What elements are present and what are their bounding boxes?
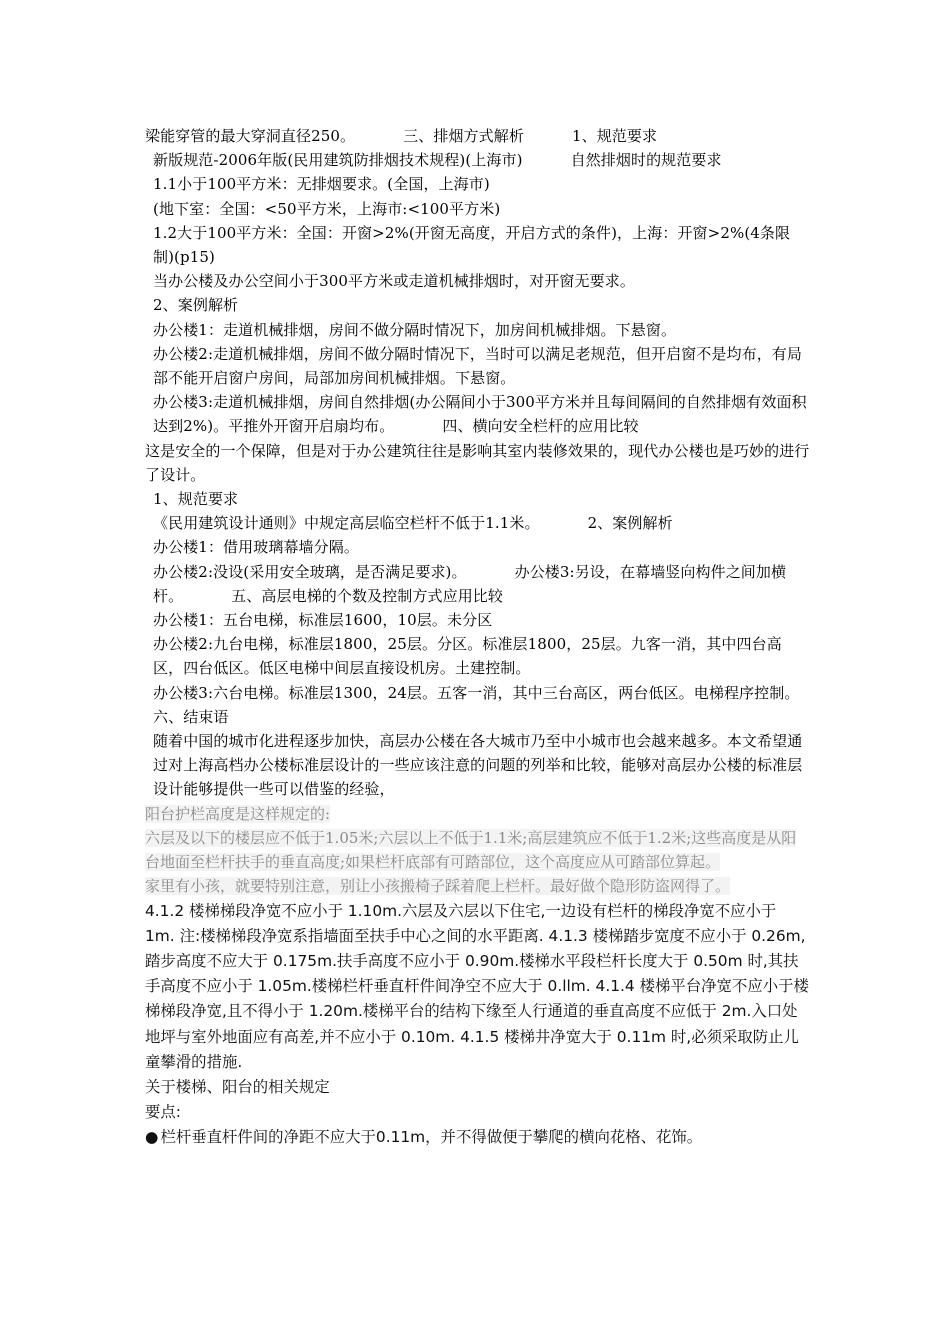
bullet-item (145, 1125, 810, 1150)
paragraph: 办公楼1：走道机械排烟，房间不做分隔时情况下，加房间机械排烟。下悬窗。 (153, 320, 677, 339)
subheading: 要点: (145, 1103, 181, 1122)
paragraph: 办公楼2:走道机械排烟，房间不做分隔时情况下，当时可以满足老规范，但开启窗不是均布，有局部不能开启窗户房间，局部加房间机械排烟。下悬窗。 (153, 344, 803, 388)
paragraph: 随着中国的城市化进程逐步加快，高层办公楼在各大城市乃至中小城市也会越来越多。本文希望通过对上海高档办公楼标准层设计的一些应该注意的问题的列举和比较，能够对高层办公楼的标准层设计能够提供一些可以借鉴的经验， (153, 732, 803, 799)
paragraph: 4.1.2 楼梯梯段净宽不应小于 1.10m.六层及六层以下住宅,一边设有栏杆的梯段净宽不应小于 1m. 注:楼梯梯段净宽系指墙面至扶手中心之间的水平距离. 4.1.3 楼梯踏步宽度不应小于 0.26m,踏步高度不应大于 0.175m.扶手高度不应小于 0.90m.楼梯水平段栏杆长度大于 0.50m 时,其扶手高度不应小于 1.05m.楼梯栏杆垂直杆件间净空不应大于 0.llm. 4.1.4 楼梯平台净宽不应小于楼梯梯段净宽,且不得小于 1.20m.楼梯平台的结构下缘至人行通道的垂直高度不应低于 2m.入口处地坪与室外地面应有高差,并不应小于 0.10m. 4.1.5 楼梯井净宽大于 0.11m 时,必须采取防止儿童攀滑的措施. (145, 901, 809, 1071)
paragraph (145, 124, 810, 148)
bullet-text: 栏杆垂直杆件间的净距不应大于0.11m，并不得做便于攀爬的横向花格、花饰。 (160, 1128, 703, 1147)
highlighted-text: 阳台护栏高度是这样规定的: (145, 804, 331, 823)
text-line: 新版规范-2006年版(民用建筑防排烟技术规程)(上海市) (153, 151, 523, 170)
section-heading: 五、高层电梯的个数及控制方式应用比较 (231, 586, 504, 605)
paragraph: 当办公楼及办公空间小于300平方米或走道机械排烟时，对开窗无要求。 (153, 272, 635, 291)
section-heading: 三、排烟方式解析 (403, 127, 524, 145)
section-heading: 关于楼梯、阳台的相关规定 (145, 1077, 330, 1096)
bullet-icon: ● (145, 1128, 159, 1147)
text-line: 自然排烟时的规范要求 (570, 151, 722, 170)
subheading: 2、案例解析 (153, 296, 239, 315)
paragraph (145, 390, 810, 438)
paragraph: 这是安全的一个保障，但是对于办公建筑往往是影响其室内装修效果的，现代办公楼也是巧妙的进行了设计。 (145, 441, 810, 484)
text-line: 办公楼3:另设，在幕墙竖向构件之间加横杆。 (153, 562, 787, 605)
quoted-paragraph (145, 826, 810, 874)
paragraph: 办公楼1：五台电梯，标准层1600，10层。未分区 (153, 611, 493, 630)
paragraph: 办公楼1：借用玻璃幕墙分隔。 (153, 538, 359, 557)
paragraph (145, 560, 810, 608)
text-line: 《民用建筑设计通则》中规定高层临空栏杆不低于1.1米。 (153, 514, 540, 533)
paragraph (145, 511, 810, 535)
paragraph: 办公楼3:六台电梯。标准层1300，24层。五客一消，其中三台高区，两台低区。电梯程序控制。 (153, 683, 800, 702)
quoted-paragraph (145, 802, 810, 826)
subheading: 1、规范要求 (153, 490, 239, 509)
paragraph: (地下室：全国：<50平方米，上海市:<100平方米) (153, 199, 501, 218)
highlighted-text: 六层及以下的楼层应不低于1.05米;六层以上不低于1.1米;高层建筑应不低于1.2米;这些高度是从阳台地面至栏杆扶手的垂直高度;如果栏杆底部有可踏部位，这个高度应从可踏部位算起。 (145, 828, 797, 872)
text-line: 办公楼2:没设(采用安全玻璃，是否满足要求)。 (153, 562, 467, 581)
section-heading: 六、结束语 (153, 707, 229, 726)
paragraph: 1.1小于100平方米：无排烟要求。(全国，上海市) (153, 175, 490, 194)
text-line: 梁能穿管的最大穿洞直径250。 (145, 127, 356, 145)
paragraph (145, 148, 810, 172)
highlighted-text: 家里有小孩，就要特别注意，别让小孩搬椅子踩着爬上栏杆。最好做个隐形防盗网得了。 (145, 877, 731, 896)
section-heading: 四、横向安全栏杆的应用比较 (442, 417, 639, 436)
subheading: 2、案例解析 (587, 514, 673, 533)
paragraph: 1.2大于100平方米：全国：开窗>2%(开窗无高度，开启方式的条件)，上海：开窗>2%(4条限制)(p15) (153, 223, 791, 267)
paragraph: 办公楼2:九台电梯，标准层1800，25层。分区。标准层1800，25层。九客一消，其中四台高区，四台低区。低区电梯中间层直接设机房。土建控制。 (153, 635, 782, 678)
text-line: 办公楼3:走道机械排烟，房间自然排烟(办公隔间小于300平方米并且每间隔间的自然排烟有效面积达到2%)。平推外开窗开启扇均布。 (153, 393, 807, 436)
subheading: 1、规范要求 (571, 127, 658, 145)
quoted-paragraph (145, 874, 810, 898)
